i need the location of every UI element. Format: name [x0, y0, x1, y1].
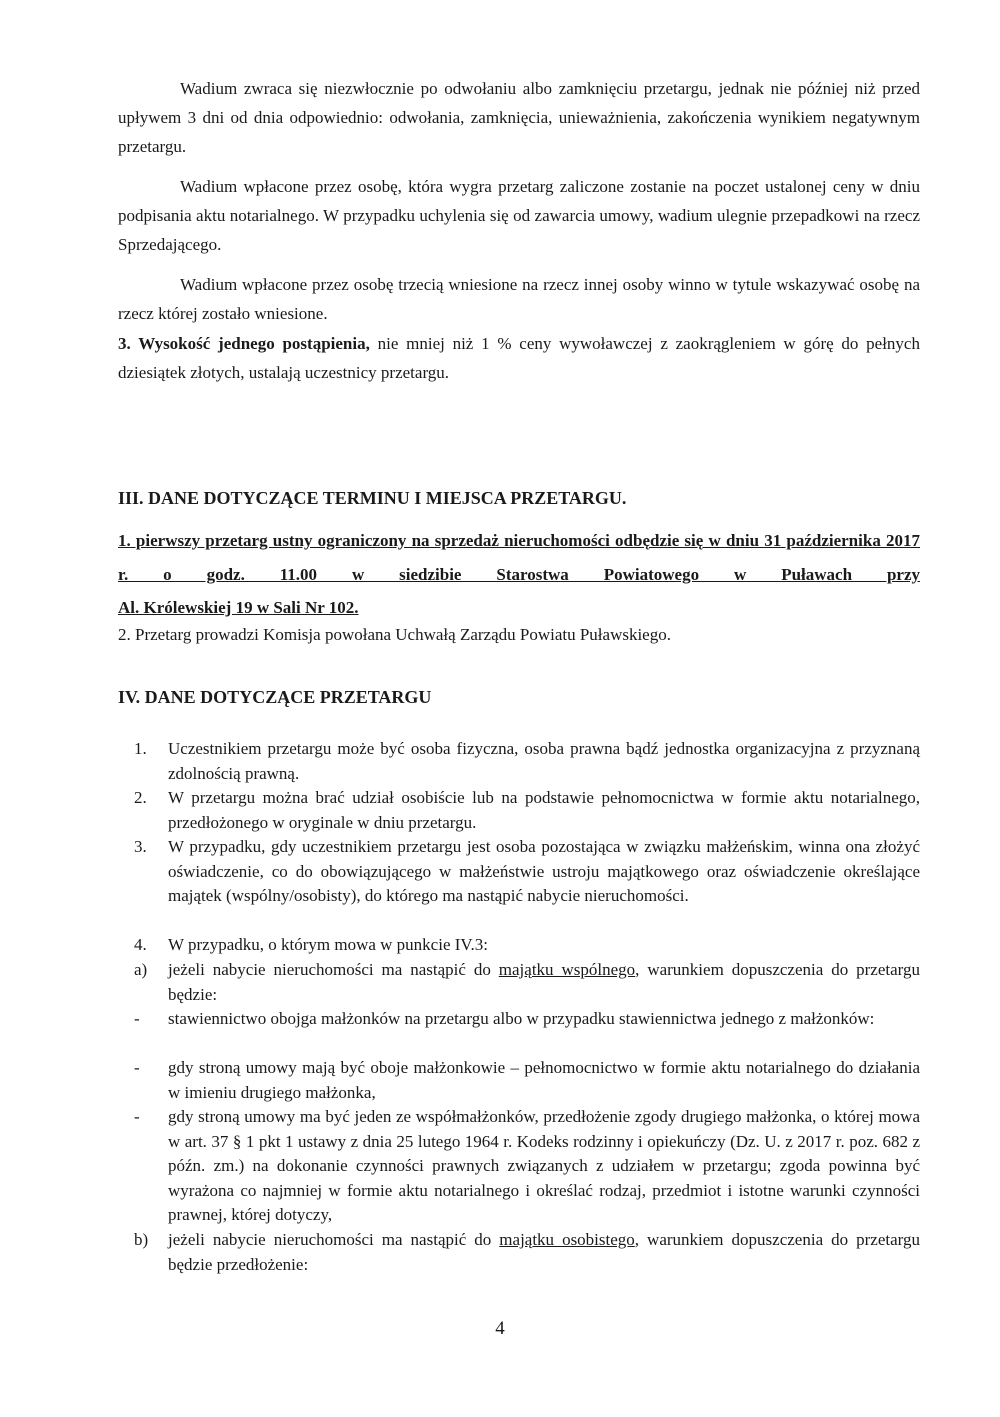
dash-item — [118, 1056, 920, 1105]
list-item-text: gdy stroną umowy mają być oboje małżonkowie – pełnomocnictwo w formie aktu notarialnego do działania w imieniu drugiego małżonka, — [168, 1058, 920, 1102]
bid-increment-paragraph — [118, 329, 920, 387]
text-segment: , warunkiem dopuszczenia do przetargu będzie przedłożenie: — [168, 1230, 921, 1274]
list-item — [118, 737, 920, 786]
list-marker: 4. — [134, 935, 147, 954]
sublist-item-a — [118, 958, 920, 1007]
wadium-third-party-paragraph: Wadium wpłacone przez osobę trzecią wniesione na rzecz innej osoby winno w tytule wskazywać osobę na rzecz której zostało wniesione. — [118, 275, 920, 323]
auction-commission: 2. Przetarg prowadzi Komisja powołana Uchwałą Zarządu Powiatu Puławskiego. — [118, 625, 671, 644]
list-item-text — [168, 958, 920, 1007]
list-item-text: W przypadku, o którym mowa w punkcie IV.3: — [168, 935, 488, 954]
list-item-text — [168, 1228, 920, 1277]
page-number: 4 — [495, 1318, 505, 1339]
wadium-return-paragraph: Wadium zwraca się niezwłocznie po odwołaniu albo zamknięciu przetargu, jednak nie później niż przed upływem 3 dni od dnia odpowiednio: odwołania, zamknięcia, unieważnienia, zakończenia wynikiem negatywnym przetargu. — [118, 79, 920, 156]
bid-increment-label: 3. Wysokość jednego postąpienia, — [118, 334, 370, 353]
list-item — [118, 933, 920, 958]
list-item-text: W przetargu można brać udział osobiście lub na podstawie pełnomocnictwa w formie aktu notarialnego, przedłożonego w oryginale w dniu przetargu. — [168, 788, 920, 832]
section-iv-heading: IV. DANE DOTYCZĄCE PRZETARGU — [118, 687, 432, 707]
list-item-text: stawiennictwo obojga małżonków na przetargu albo w przypadku stawiennictwa jednego z małżonków: — [168, 1009, 875, 1028]
wadium-winner-paragraph: Wadium wpłacone przez osobę, która wygra przetarg zaliczone zostanie na poczet ustalonej ceny w dniu podpisania aktu notarialnego. W przypadku uchylenia się od zawarcia umowy, wadium ulegnie przepadkowi na rzecz Sprzedającego. — [118, 177, 920, 254]
text-segment: jeżeli nabycie nieruchomości ma nastąpić do — [168, 1230, 500, 1249]
dash-marker: - — [134, 1107, 140, 1126]
dash-item — [118, 1007, 920, 1032]
list-marker: a) — [134, 960, 148, 979]
list-marker: 1. — [134, 739, 147, 758]
auction-date-place: 1. pierwszy przetarg ustny ograniczony na sprzedaż nieruchomości odbędzie się w dniu 31 października 2017 r. o godz. 11.00 w siedzibie Starostwa Powiatowego w Puławach przy — [118, 531, 920, 584]
list-item — [118, 786, 920, 835]
dash-marker: - — [134, 1058, 140, 1077]
list-item-text: Uczestnikiem przetargu może być osoba fizyczna, osoba prawna bądź jednostka organizacyjna z przyznaną zdolnością prawną. — [168, 739, 920, 783]
list-item — [118, 835, 920, 909]
list-marker: b) — [134, 1230, 149, 1249]
text-segment: jeżeli nabycie nieruchomości ma nastąpić do — [168, 960, 499, 979]
list-item-text: gdy stroną umowy ma być jeden ze współmałżonków, przedłożenie zgody drugiego małżonka, o której mowa w art. 37 § 1 pkt 1 ustawy z dnia 25 lutego 1964 r. Kodeks rodzinny i opiekuńczy (Dz. U. z 2017 r. poz. 682 z późn. zm.) na dokonanie czynności prawnych związanych z udziałem w przetargu; zgoda powinna być wyrażona co najmniej w formie aktu notarialnego i określać rodzaj, przedmiot i istotne warunki czynności prawnej, której dotyczy, — [168, 1107, 920, 1224]
bid-increment-text: nie mniej niż 1 % ceny wywoławczej z zaokrągleniem w górę do pełnych dziesiątek złotych, ustalają uczestnicy przetargu. — [118, 334, 920, 382]
section-iii-heading: III. DANE DOTYCZĄCE TERMINU I MIEJSCA PRZETARGU. — [118, 488, 627, 508]
sublist-item-b — [118, 1228, 920, 1277]
text-segment: , warunkiem dopuszczenia do przetargu będzie: — [168, 960, 921, 1004]
underlined-term: majątku osobistego — [499, 1230, 635, 1249]
list-marker: 3. — [134, 837, 147, 856]
list-item-text: W przypadku, gdy uczestnikiem przetargu jest osoba pozostająca w związku małżeńskim, winna ona złożyć oświadczenie, co do obowiązującego w małżeństwie ustroju majątkowego oraz oświadczenie określające majątek (wspólny/osobisty), do którego ma nastąpić nabycie nieruchomości. — [168, 837, 920, 905]
underlined-term: majątku wspólnego — [498, 960, 636, 979]
dash-item — [118, 1105, 920, 1228]
list-marker: 2. — [134, 788, 147, 807]
dash-marker: - — [134, 1009, 140, 1028]
auction-address: Al. Królewskiej 19 w Sali Nr 102. — [118, 598, 359, 617]
